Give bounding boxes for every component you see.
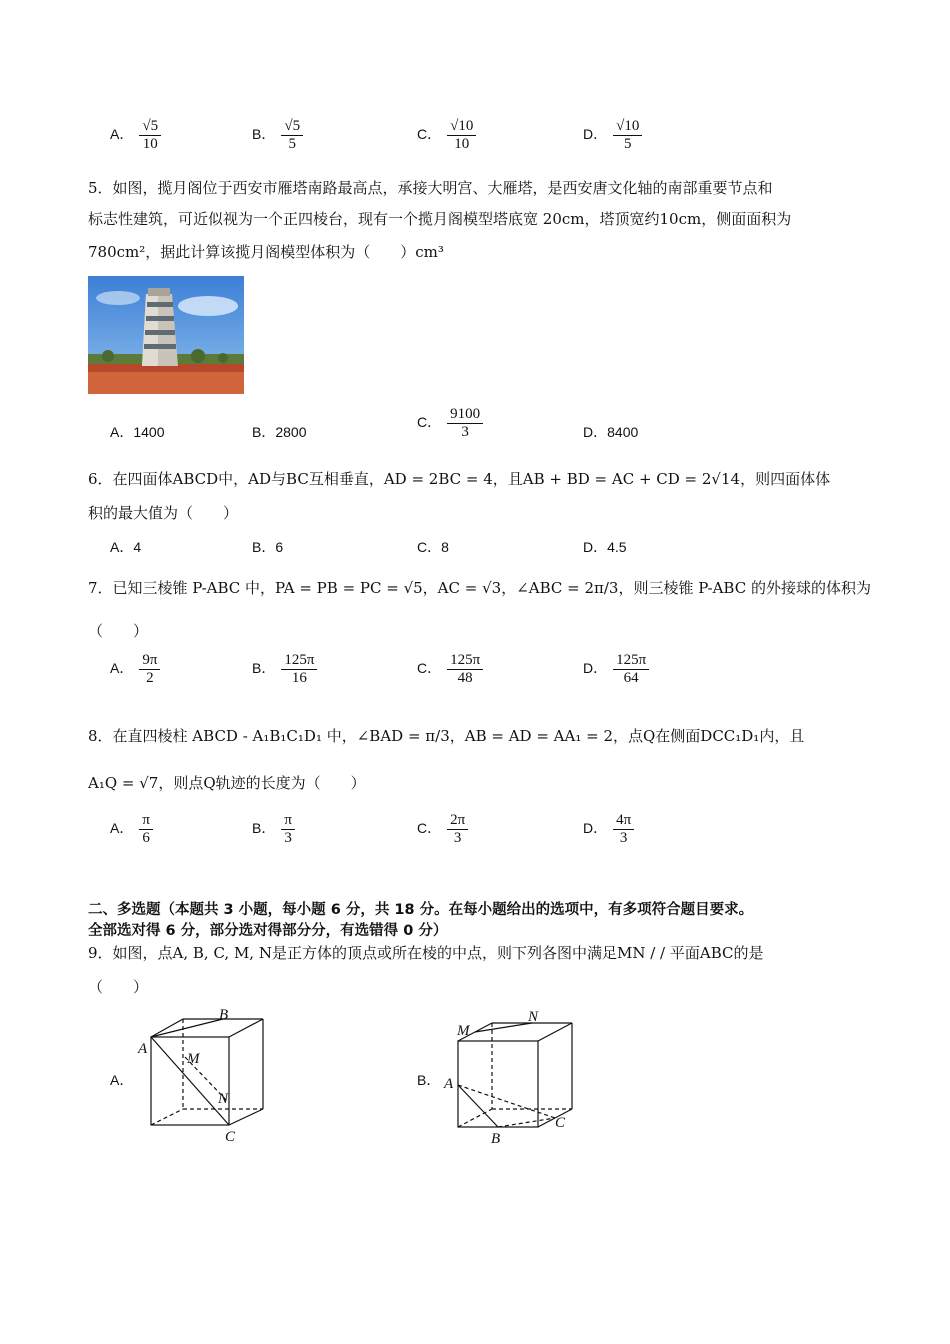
fraction (613, 118, 642, 153)
option-text: 4.5 (607, 539, 627, 555)
denominator: 3 (453, 830, 462, 846)
denominator: 5 (623, 136, 632, 152)
cube-front-face (458, 1041, 538, 1127)
q7-text-line2: （ ） (88, 622, 149, 640)
option-label: B． (252, 820, 276, 837)
option-label: C． (417, 660, 442, 677)
option-label: C． (417, 820, 442, 837)
fraction (447, 118, 476, 153)
q6-option-d[interactable] (583, 537, 627, 557)
point-label-m: M (457, 1023, 470, 1039)
q5-text-line2: 标志性建筑，可近似视为一个正四棱台，现有一个揽月阁模型塔底宽 20cm，塔顶宽约10cm，侧面面积为 (88, 210, 792, 228)
denominator: 6 (142, 830, 150, 846)
point-label-n: N (528, 1009, 539, 1025)
q8-option-d[interactable] (583, 812, 634, 847)
q8-option-c[interactable] (417, 812, 468, 847)
option-label: B． (252, 126, 276, 143)
q5-option-c[interactable] (417, 406, 483, 441)
q5-option-b[interactable] (252, 422, 307, 442)
option-label: D． (583, 424, 608, 440)
cube-figure-b (440, 1005, 580, 1147)
option-label: B． (252, 424, 276, 440)
option-text: 2800 (275, 424, 307, 440)
point-label-n: N (218, 1091, 229, 1107)
option-label: D． (583, 539, 608, 555)
point-label-a: A (138, 1041, 148, 1057)
q4-option-d[interactable] (583, 118, 642, 153)
denominator: 10 (142, 136, 158, 152)
option-label: C． (417, 126, 442, 143)
q4-option-b[interactable] (252, 118, 303, 153)
denominator: 3 (284, 830, 292, 846)
fraction (281, 652, 317, 687)
fraction (139, 118, 161, 153)
denominator: 2 (146, 670, 154, 686)
option-label: B． (417, 1072, 441, 1088)
q7-option-a[interactable] (110, 652, 160, 687)
numerator: π (139, 812, 153, 830)
option-text: 6 (275, 539, 284, 555)
numerator: √10 (613, 118, 642, 136)
option-label: C． (417, 539, 442, 555)
denominator: 48 (457, 670, 473, 686)
q7-option-d[interactable] (583, 652, 649, 687)
option-label: A． (110, 424, 134, 440)
q4-option-a[interactable] (110, 118, 161, 153)
point-label-b: B (491, 1131, 501, 1147)
cube-figure-a (135, 1005, 275, 1147)
option-label: B． (252, 539, 276, 555)
denominator: 3 (461, 424, 469, 440)
numerator: 2π (447, 812, 468, 830)
option-label: A． (110, 660, 134, 677)
option-label: C． (417, 414, 442, 431)
q8-text-line2: A₁Q = √7，则点Q轨迹的长度为（ ） (88, 774, 366, 792)
point-label-a: A (444, 1076, 454, 1092)
fraction (139, 652, 160, 687)
fraction (281, 118, 303, 153)
point-label-b: B (219, 1007, 229, 1023)
option-label: A． (110, 126, 134, 143)
q5-option-a[interactable] (110, 422, 165, 442)
numerator: π (281, 812, 295, 830)
q9-option-b[interactable] (417, 1070, 440, 1090)
option-label: A． (110, 539, 134, 555)
numerator: 125π (613, 652, 649, 670)
q5-text-line1: 5．如图，揽月阁位于西安市雁塔南路最高点，承接大明宫、大雁塔，是西安唐文化轴的南部重要节点和 (88, 179, 773, 197)
fraction (281, 812, 295, 847)
tower-image (88, 276, 244, 394)
fraction (613, 652, 649, 687)
option-text: 1400 (133, 424, 165, 440)
q8-option-b[interactable] (252, 812, 295, 847)
option-label: D． (583, 820, 608, 837)
q7-option-b[interactable] (252, 652, 317, 687)
q9-option-a[interactable] (110, 1070, 133, 1090)
denominator: 16 (291, 670, 307, 686)
numerator: √10 (447, 118, 476, 136)
option-label: A． (110, 820, 134, 837)
numerator: 125π (447, 652, 483, 670)
q7-text-line1: 7．已知三棱锥 P-ABC 中，PA = PB = PC = √5，AC = √3，∠ABC = 2π/3，则三棱锥 P-ABC 的外接球的体积为 (88, 579, 871, 597)
q5-option-d[interactable] (583, 422, 638, 442)
tower-photo (88, 276, 244, 394)
option-label: A． (110, 1072, 134, 1088)
q7-option-c[interactable] (417, 652, 483, 687)
q8-text-line1: 8．在直四棱柱 ABCD - A₁B₁C₁D₁ 中，∠BAD = π/3，AB = AD = AA₁ = 2，点Q在侧面DCC₁D₁内，且 (88, 727, 805, 745)
option-label: D． (583, 660, 608, 677)
q6-option-b[interactable] (252, 537, 283, 557)
numerator: √5 (281, 118, 303, 136)
q6-text-line2: 积的最大值为（ ） (88, 504, 239, 522)
section2-heading-line1: 二、多选题（本题共 3 小题，每小题 6 分，共 18 分。在每小题给出的选项中，有多项符合题目要求。 (88, 902, 754, 918)
numerator: √5 (139, 118, 161, 136)
q4-option-c[interactable] (417, 118, 476, 153)
denominator: 5 (288, 136, 296, 152)
numerator: 9100 (447, 406, 483, 424)
point-label-c: C (555, 1115, 566, 1131)
q6-option-c[interactable] (417, 537, 449, 557)
option-label: D． (583, 126, 608, 143)
q9-text-line1: 9．如图，点A, B, C, M, N是正方体的顶点或所在棱的中点，则下列各图中满足MN / / 平面ABC的是 (88, 944, 764, 962)
q5-text-line3: 780cm²，据此计算该揽月阁模型体积为（ ）cm³ (88, 243, 444, 261)
fraction (139, 812, 153, 847)
fraction (447, 406, 483, 441)
q6-option-a[interactable] (110, 537, 141, 557)
option-text: 8 (441, 539, 449, 555)
fraction (447, 812, 468, 847)
section2-heading-line2: 全部选对得 6 分，部分选对得部分分，有选错得 0 分） (88, 923, 448, 939)
q6-text-line1: 6．在四面体ABCD中，AD与BC互相垂直，AD = 2BC = 4，且AB + BD = AC + CD = 2√14，则四面体体 (88, 470, 831, 488)
numerator: 9π (139, 652, 160, 670)
q9-text-line2: （ ） (88, 978, 149, 996)
q8-option-a[interactable] (110, 812, 153, 847)
denominator: 3 (619, 830, 628, 846)
point-label-c: C (225, 1129, 236, 1145)
point-label-m: M (187, 1051, 200, 1067)
option-text: 4 (133, 539, 142, 555)
fraction (447, 652, 483, 687)
numerator: 125π (281, 652, 317, 670)
denominator: 10 (454, 136, 470, 152)
option-text: 8400 (607, 424, 639, 440)
numerator: 4π (613, 812, 634, 830)
option-label: B． (252, 660, 276, 677)
denominator: 64 (623, 670, 639, 686)
fraction (613, 812, 634, 847)
